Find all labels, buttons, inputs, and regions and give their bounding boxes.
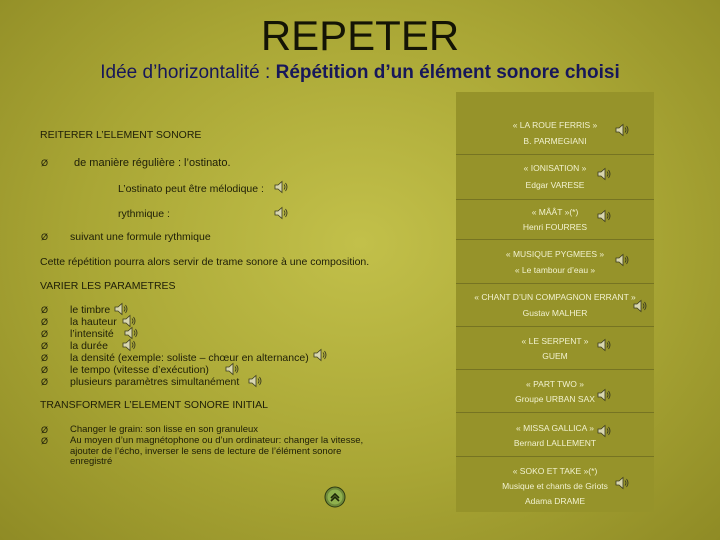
reiterer-heading: REITERER L’ELEMENT SONORE <box>40 129 202 141</box>
varier-item: le timbre <box>70 304 111 316</box>
speaker-icon[interactable] <box>596 387 612 403</box>
transformer-heading: TRANSFORMER L’ELEMENT SONORE INITIAL <box>40 399 268 411</box>
varier-heading: VARIER LES PARAMETRES <box>40 280 176 292</box>
bullet-arrow: Ø <box>41 329 49 339</box>
varier-item: la hauteur <box>70 316 117 328</box>
divider <box>456 412 654 413</box>
work-author: Groupe URBAN SAX <box>515 394 595 404</box>
bullet-arrow: Ø <box>41 341 49 351</box>
speaker-icon[interactable] <box>273 205 289 221</box>
bullet-arrow: Ø <box>41 425 49 435</box>
forward-nav-button[interactable] <box>324 486 346 508</box>
work-author: B. PARMEGIANI <box>523 136 587 146</box>
speaker-icon[interactable] <box>312 347 328 363</box>
forward-nav-icon <box>324 486 346 508</box>
speaker-icon[interactable] <box>273 179 289 195</box>
speaker-icon[interactable] <box>596 337 612 353</box>
page-title: REPETER <box>260 12 460 59</box>
speaker-icon[interactable] <box>614 122 630 138</box>
divider <box>456 239 654 240</box>
ostinato-melodic-label: L’ostinato peut être mélodique : <box>118 183 264 195</box>
transformer-item-tools-line2: ajouter de l’écho, inverser le sens de lecture de l’élément sonore <box>70 446 342 457</box>
bullet-arrow: Ø <box>41 232 49 242</box>
page-subtitle <box>0 62 720 84</box>
divider <box>456 456 654 457</box>
work-title: « LE SERPENT » <box>521 336 589 346</box>
bullet-arrow: Ø <box>41 377 49 387</box>
varier-item: le tempo (vitesse d’exécution) <box>70 364 209 376</box>
work-author: Henri FOURRES <box>522 222 588 232</box>
transformer-item-grain: Changer le grain: son lisse en son granuleux <box>70 424 259 435</box>
transformer-item-tools-line3: enregistré <box>70 456 113 467</box>
work-title: « SOKO ET TAKE »(*) <box>512 466 598 476</box>
speaker-icon[interactable] <box>596 166 612 182</box>
varier-item: plusieurs paramètres simultanément <box>70 376 240 388</box>
bullet-arrow: Ø <box>41 317 49 327</box>
speaker-icon[interactable] <box>247 373 263 389</box>
speaker-icon[interactable] <box>121 337 137 353</box>
transformer-item-tools-line1: Au moyen d’un magnétophone ou d’un ordinateur: changer la vitesse, <box>70 435 364 446</box>
speaker-icon[interactable] <box>596 208 612 224</box>
work-title: « IONISATION » <box>523 163 587 173</box>
speaker-icon[interactable] <box>614 252 630 268</box>
reiterer-item-regular: de manière régulière : l’ostinato. <box>74 157 231 169</box>
work-author: Musique et chants de Griots <box>502 481 608 491</box>
work-author: « Le tambour d’eau » <box>514 265 596 275</box>
bullet-arrow: Ø <box>41 305 49 315</box>
subtitle-bold: Répétition d’un élément sonore choisi <box>275 62 620 83</box>
work-author: Gustav MALHER <box>522 308 588 318</box>
bullet-arrow: Ø <box>41 436 49 446</box>
work-author: Bernard LALLEMENT <box>513 438 597 448</box>
work-author: GUEM <box>542 351 568 361</box>
work-title: « CHANT D’UN COMPAGNON ERRANT » <box>474 292 636 302</box>
right-panel <box>456 92 654 512</box>
work-title: « MISSA GALLICA » <box>516 423 594 433</box>
divider <box>456 283 654 284</box>
speaker-icon[interactable] <box>596 423 612 439</box>
bullet-arrow: Ø <box>41 353 49 363</box>
work-title: « LA ROUE FERRIS » <box>512 120 598 130</box>
ostinato-rhythmic-label: rythmique : <box>118 208 170 220</box>
work-title: « MUSIQUE PYGMEES » <box>505 249 605 259</box>
speaker-icon[interactable] <box>224 361 240 377</box>
work-title: « MÂÂT »(*) <box>531 207 579 217</box>
work-title: « PART TWO » <box>526 379 584 389</box>
subtitle-prefix: Idée d’horizontalité : <box>100 62 276 83</box>
varier-item: la densité (exemple: soliste – chœur en alternance) <box>70 352 309 364</box>
divider <box>456 369 654 370</box>
work-author: Adama DRAME <box>525 496 585 506</box>
divider <box>456 154 654 155</box>
bullet-arrow: Ø <box>41 158 49 168</box>
speaker-icon[interactable] <box>614 475 630 491</box>
varier-item: la durée <box>70 340 108 352</box>
work-author: Edgar VARESE <box>525 180 585 190</box>
divider <box>456 199 654 200</box>
varier-item: l’intensité <box>70 328 114 340</box>
speaker-icon[interactable] <box>632 298 648 314</box>
reiterer-item-rhythmic: suivant une formule rythmique <box>70 231 211 243</box>
divider <box>456 326 654 327</box>
bullet-arrow: Ø <box>41 365 49 375</box>
reiterer-note: Cette répétition pourra alors servir de trame sonore à une composition. <box>40 256 370 268</box>
